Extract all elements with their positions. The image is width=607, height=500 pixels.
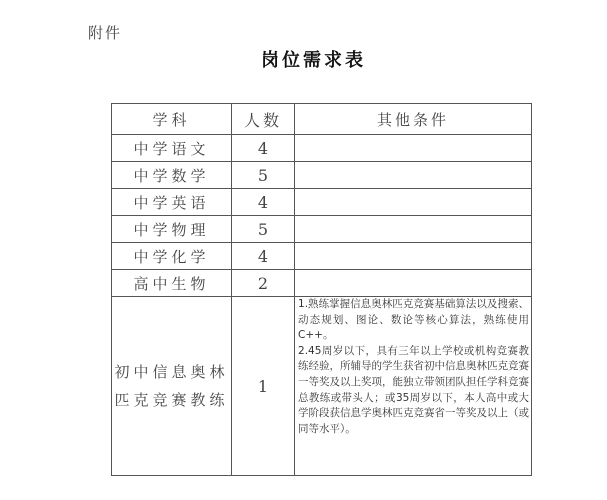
table-row — [112, 270, 532, 297]
count-cell: 5 — [231, 162, 294, 189]
subject-line-1: 初中信息奥林 — [114, 363, 229, 381]
subject-cell: 高中生物 — [112, 270, 232, 297]
table-row — [112, 216, 532, 243]
conditions-cell — [295, 189, 532, 216]
conditions-cell — [295, 162, 532, 189]
subject-cell: 中学数学 — [112, 162, 232, 189]
conditions-cell — [295, 135, 532, 162]
count-cell: 2 — [231, 270, 294, 297]
subject-cell: 中学语文 — [112, 135, 232, 162]
condition-item-1: 1.熟练掌握信息奥林匹克竞赛基础算法以及搜索、动态规划、图论、数论等核心算法，熟练使用 C++。 — [298, 298, 529, 342]
conditions-cell — [295, 270, 532, 297]
page-title: 岗位需求表 — [261, 50, 366, 71]
attachment-label: 附件 — [88, 24, 123, 42]
header-subject: 学科 — [112, 104, 232, 135]
table-row — [112, 243, 532, 270]
subject-line-2: 匹克竞赛教练 — [114, 391, 229, 409]
position-requirements-table — [111, 103, 532, 476]
conditions-cell — [295, 297, 532, 476]
header-conditions: 其他条件 — [295, 104, 532, 135]
subject-cell: 中学化学 — [112, 243, 232, 270]
conditions-cell — [295, 243, 532, 270]
table-row — [112, 189, 532, 216]
count-cell: 1 — [231, 297, 294, 476]
table-row-olympiad-coach — [112, 297, 532, 476]
table-row — [112, 135, 532, 162]
table-header-row — [112, 104, 532, 135]
header-count: 人数 — [231, 104, 294, 135]
count-cell: 4 — [231, 135, 294, 162]
condition-item-2: 2.45周岁以下，具有三年以上学校或机构竞赛教练经验，所辅导的学生获省初中信息奥林匹克竞赛一等奖及以上奖项，能独立带领团队担任学科竞赛总教练或带头人；或35周岁以下，本人高中或大学阶段获信息学奥林匹克竞赛省一等奖及以上（或同等水平）。 — [298, 344, 530, 435]
count-cell: 4 — [231, 189, 294, 216]
count-cell: 5 — [231, 216, 294, 243]
subject-cell — [112, 297, 232, 476]
conditions-cell — [295, 216, 532, 243]
subject-cell: 中学英语 — [112, 189, 232, 216]
count-cell: 4 — [231, 243, 294, 270]
subject-cell: 中学物理 — [112, 216, 232, 243]
table-row — [112, 162, 532, 189]
